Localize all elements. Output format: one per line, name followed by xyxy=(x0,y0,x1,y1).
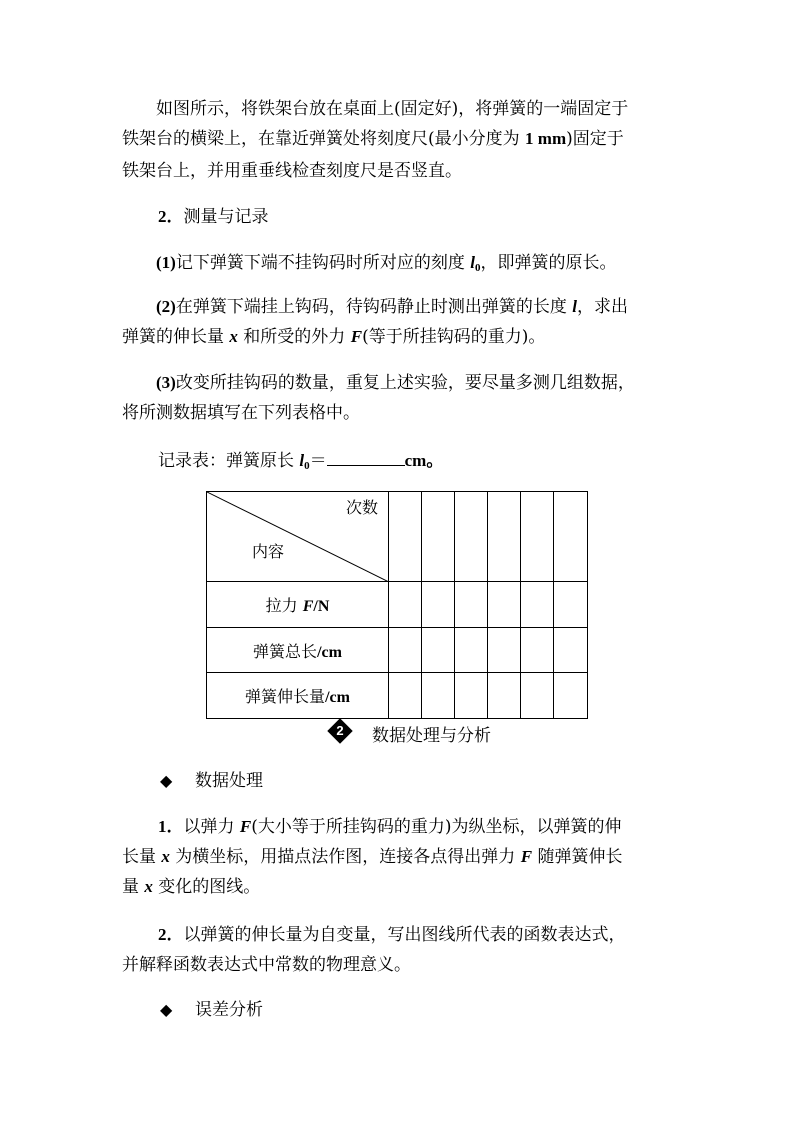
diamond-bullet-icon: ◆ xyxy=(160,1000,173,1019)
step-3-line-1: (3)改变所挂钩码的数量，重复上述实验，要尽量多测几组数据， xyxy=(156,373,635,393)
table-header-row xyxy=(207,492,588,582)
intro-line-2: 铁架台的横梁上，在靠近弹簧处将刻度尺(最小分度为 1 mm)固定于 xyxy=(122,129,624,149)
header-count: 次数 xyxy=(345,498,378,517)
proc-1-line-2: 长量 x 为横坐标，用描点法作图，连接各点得出弹力 F 随弹簧伸长 xyxy=(122,847,623,867)
data-processing-heading: 数据处理 xyxy=(195,771,263,791)
table-cell xyxy=(422,492,455,582)
section-number-badge: 2 xyxy=(327,718,352,743)
step2-heading: 2．测量与记录 xyxy=(158,207,269,227)
table-cell xyxy=(554,628,588,673)
diagonal-header-cell xyxy=(207,492,389,582)
table-cell xyxy=(521,628,554,673)
table-cell xyxy=(488,582,521,628)
header-content: 内容 xyxy=(252,542,285,561)
table-cell xyxy=(521,492,554,582)
error-analysis-heading: 误差分析 xyxy=(195,1000,263,1020)
table-cell xyxy=(554,673,588,719)
blank-field xyxy=(327,450,405,466)
proc-2-line-2: 并解释函数表达式中常数的物理意义。 xyxy=(122,955,411,975)
step-3-line-2: 将所测数据填写在下列表格中。 xyxy=(122,403,360,423)
table-cell xyxy=(455,673,488,719)
table-cell xyxy=(455,582,488,628)
proc-1-line-3: 量 x 变化的图线。 xyxy=(122,877,261,897)
table-cell xyxy=(488,673,521,719)
table-cell xyxy=(389,673,422,719)
record-table xyxy=(206,491,588,719)
table-cell xyxy=(521,582,554,628)
table-cell xyxy=(422,582,455,628)
proc-2-line-1: 2．以弹簧的伸长量为自变量，写出图线所代表的函数表达式， xyxy=(158,925,626,945)
table-cell xyxy=(389,628,422,673)
table-cell xyxy=(554,492,588,582)
table-cell xyxy=(554,582,588,628)
intro-line-1: 如图所示，将铁架台放在桌面上(固定好)，将弹簧的一端固定于 xyxy=(156,99,629,119)
table-cell xyxy=(455,628,488,673)
table-cell xyxy=(488,628,521,673)
table-row xyxy=(207,628,588,673)
table-cell xyxy=(389,492,422,582)
section-title: 数据处理与分析 xyxy=(372,726,491,746)
record-line: 记录表：弹簧原长 $l_0=$ cm。 xyxy=(158,451,444,472)
table-cell xyxy=(488,492,521,582)
row-label-force: 拉力 F/N xyxy=(207,582,389,628)
step-1: (1)记下弹簧下端不挂钩码时所对应的刻度 $l_0$，即弹簧的原长。 xyxy=(156,253,617,274)
diamond-bullet-icon: ◆ xyxy=(160,771,173,790)
step-2-line-1: (2)在弹簧下端挂上钩码，待钩码静止时测出弹簧的长度 l，求出 xyxy=(156,297,628,317)
table-cell xyxy=(455,492,488,582)
intro-line-3: 铁架台上，并用重垂线检查刻度尺是否竖直。 xyxy=(122,161,462,181)
table-cell xyxy=(389,582,422,628)
table-row xyxy=(207,582,588,628)
row-label-length: 弹簧总长/cm xyxy=(207,628,389,673)
step-2-line-2: 弹簧的伸长量 x 和所受的外力 F(等于所挂钩码的重力)。 xyxy=(122,327,546,347)
row-label-extension: 弹簧伸长量/cm xyxy=(207,673,389,719)
table-row xyxy=(207,673,588,719)
table-cell xyxy=(422,673,455,719)
table-cell xyxy=(422,628,455,673)
proc-1-line-1: 1．以弹力 F(大小等于所挂钩码的重力)为纵坐标，以弹簧的伸 xyxy=(158,817,622,837)
table-cell xyxy=(521,673,554,719)
